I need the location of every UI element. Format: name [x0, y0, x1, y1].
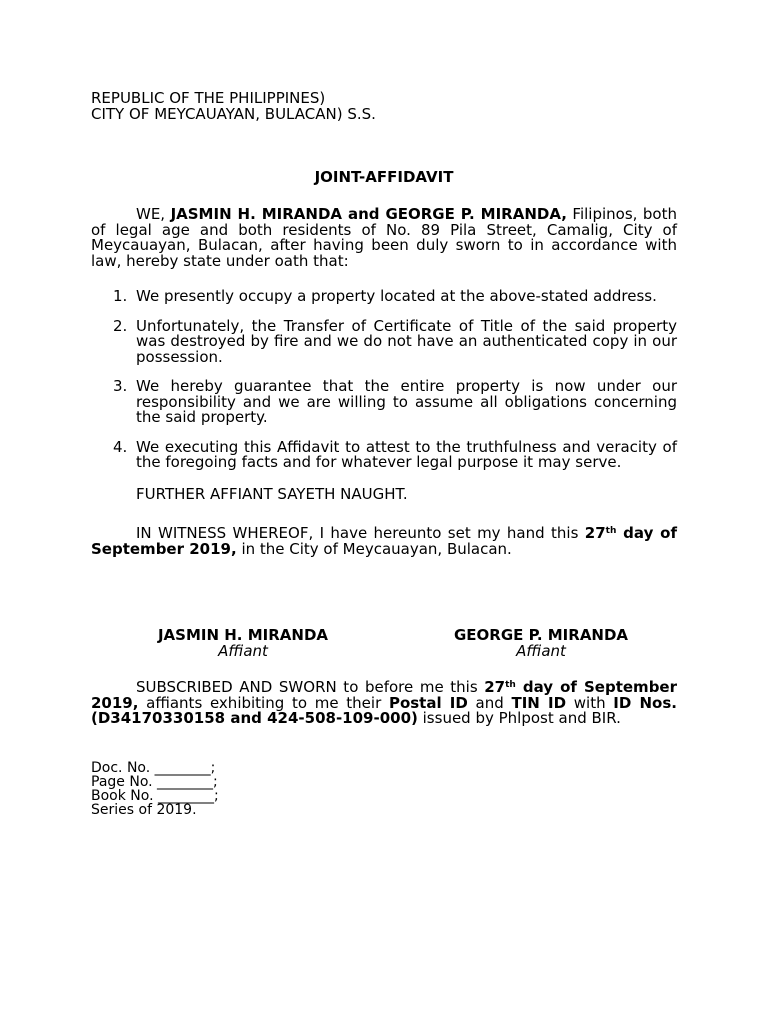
list-item-number: 1.: [113, 287, 128, 305]
list-item-text: We hereby guarantee that the entire property is now under our responsibility and we are willing to assume all obligations concerning the said property.: [136, 377, 677, 426]
signatory-name: JASMIN H. MIRANDA: [157, 626, 329, 644]
jurat-paragraph: [91, 680, 677, 727]
jurat-tail: issued by Phlpost and BIR.: [417, 709, 621, 727]
signatory-role: Affiant: [218, 642, 268, 660]
signatory-name: GEORGE P. MIRANDA: [453, 626, 629, 644]
list-item-text: We presently occupy a property located at the above-stated address.: [136, 287, 657, 305]
list-item-text: Unfortunately, the Transfer of Certificate of Title of the said property was destroyed by fire and we do not have an authenticated copy in our possession.: [136, 316, 677, 366]
venue-block: [91, 90, 677, 122]
notary-register-block: [91, 761, 677, 817]
signature-block: [91, 627, 677, 663]
jurat-id-postal: Postal ID: [388, 693, 468, 712]
notary-series: Series of 2019.: [91, 801, 197, 818]
witness-date-rest: day of September 2019,: [91, 524, 678, 558]
venue-line-republic: REPUBLIC OF THE PHILIPPINES): [91, 89, 326, 107]
further-affiant-line: FURTHER AFFIANT SAYETH NAUGHT.: [136, 484, 408, 503]
jurat-day-number: 27: [484, 678, 506, 696]
list-item: [113, 316, 677, 366]
jurat-and: and: [467, 693, 512, 712]
list-item: [113, 437, 677, 471]
jurat-mid1: affiants exhibiting to me their: [138, 693, 389, 712]
witness-day-number: 27: [584, 524, 606, 542]
witness-tail: in the City of Meycauayan, Bulacan.: [236, 539, 512, 558]
list-item-number: 4.: [113, 437, 128, 456]
list-item: [113, 287, 677, 305]
jurat-id-numbers: ID Nos. (D34170330158 and 424-508-109-000): [91, 693, 677, 727]
signatory-jasmin: [133, 627, 353, 659]
intro-rest: Filipinos, both of legal age and both residents of No. 89 Pila Street, Camalig, City of Meycauayan, Bulacan, after having been duly sworn to in accordance with law, hereby state under oath that:: [91, 205, 677, 270]
venue-line-city: CITY OF MEYCAUAYAN, BULACAN) S.S.: [91, 105, 376, 123]
affidavit-page: [91, 90, 677, 817]
affiant-names: JASMIN H. MIRANDA and GEORGE P. MIRANDA,: [170, 205, 567, 223]
list-item-text: We executing this Affidavit to attest to the truthfulness and veracity of the foregoing facts and for whatever legal purpose it may serve.: [136, 437, 677, 471]
witness-paragraph: [91, 526, 677, 557]
jurat-id-tin: TIN ID: [511, 693, 567, 712]
list-item: [113, 377, 677, 426]
signatory-role: Affiant: [516, 642, 566, 660]
witness-day-suffix: th: [605, 526, 617, 536]
notary-doc-no: Doc. No. ________;: [91, 759, 216, 776]
list-item-number: 3.: [113, 377, 128, 395]
statement-list: [91, 289, 677, 471]
signatory-george: [449, 627, 633, 659]
notary-book-no: Book No. ________;: [91, 787, 219, 804]
jurat-day-suffix: th: [505, 680, 516, 690]
list-item-number: 2.: [113, 316, 128, 335]
jurat-lead: SUBSCRIBED AND SWORN to before me this: [136, 678, 485, 696]
document-title: JOINT-AFFIDAVIT: [314, 168, 454, 186]
jurat-date-rest: day of September 2019,: [91, 678, 677, 712]
jurat-mid2: with: [566, 693, 614, 712]
intro-paragraph: [91, 207, 677, 269]
intro-lead: WE,: [136, 205, 171, 223]
witness-lead: IN WITNESS WHEREOF, I have hereunto set my hand this: [136, 524, 585, 542]
notary-page-no: Page No. ________;: [91, 773, 218, 790]
